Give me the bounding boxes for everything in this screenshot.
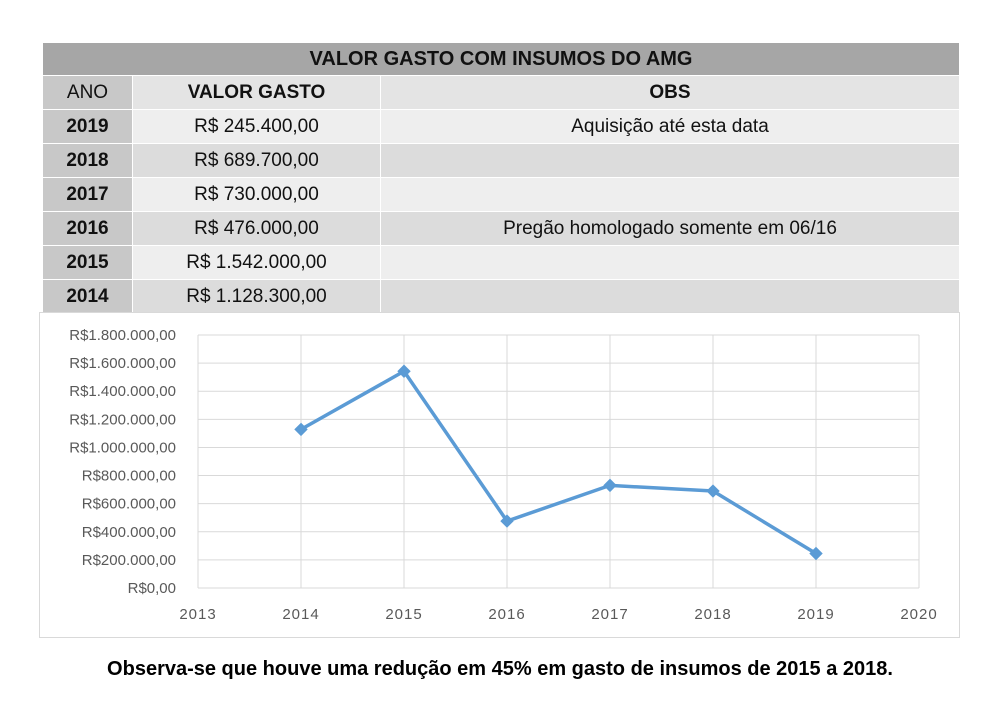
series-line bbox=[301, 371, 816, 553]
line-chart-svg bbox=[40, 313, 961, 639]
table-row bbox=[43, 178, 960, 212]
table-row bbox=[43, 110, 960, 144]
table-row bbox=[43, 246, 960, 280]
table-row bbox=[43, 212, 960, 246]
y-tick-label: R$1.600.000,00 bbox=[69, 355, 176, 373]
table-row bbox=[43, 144, 960, 178]
x-tick-label: 2020 bbox=[900, 606, 938, 623]
y-tick-label: R$800.000,00 bbox=[81, 467, 176, 485]
row-year: 2016 bbox=[43, 212, 133, 246]
x-tick-label: 2019 bbox=[797, 606, 835, 623]
y-tick-label: R$0,00 bbox=[127, 580, 176, 597]
row-year: 2018 bbox=[43, 144, 133, 178]
row-obs bbox=[381, 178, 960, 212]
chart-caption: Observa-se que houve uma redução em 45% em gasto de insumos de 2015 a 2018. bbox=[107, 658, 893, 680]
x-tick-label: 2013 bbox=[179, 606, 217, 623]
x-tick-label: 2016 bbox=[488, 606, 526, 623]
header-obs: OBS bbox=[381, 76, 960, 110]
table-row bbox=[43, 280, 960, 314]
row-value: R$ 1.542.000,00 bbox=[133, 246, 381, 280]
row-year: 2015 bbox=[43, 246, 133, 280]
header-value: VALOR GASTO bbox=[133, 76, 381, 110]
y-tick-label: R$1.800.000,00 bbox=[69, 327, 176, 344]
row-obs: Aquisição até esta data bbox=[381, 110, 960, 144]
line-chart bbox=[39, 312, 960, 638]
table-title: VALOR GASTO COM INSUMOS DO AMG bbox=[43, 43, 960, 76]
y-tick-label: R$200.000,00 bbox=[81, 551, 176, 569]
table-title-row bbox=[43, 43, 960, 76]
spending-table bbox=[42, 42, 960, 314]
header-year: ANO bbox=[43, 76, 133, 110]
y-tick-label: R$1.000.000,00 bbox=[69, 439, 176, 457]
x-tick-label: 2017 bbox=[591, 606, 629, 623]
y-tick-label: R$400.000,00 bbox=[81, 523, 176, 541]
row-obs bbox=[381, 144, 960, 178]
row-obs: Pregão homologado somente em 06/16 bbox=[381, 212, 960, 246]
y-tick-label: R$1.200.000,00 bbox=[69, 411, 176, 429]
spending-table-container bbox=[42, 42, 959, 314]
x-tick-label: 2014 bbox=[282, 606, 320, 623]
x-tick-label: 2018 bbox=[694, 606, 732, 623]
data-point-marker bbox=[604, 479, 616, 491]
row-value: R$ 245.400,00 bbox=[133, 110, 381, 144]
row-obs bbox=[381, 280, 960, 314]
row-value: R$ 1.128.300,00 bbox=[133, 280, 381, 314]
y-tick-label: R$1.400.000,00 bbox=[69, 383, 176, 401]
x-tick-label: 2015 bbox=[385, 606, 423, 623]
row-year: 2014 bbox=[43, 280, 133, 314]
row-value: R$ 730.000,00 bbox=[133, 178, 381, 212]
row-obs bbox=[381, 246, 960, 280]
row-value: R$ 689.700,00 bbox=[133, 144, 381, 178]
y-tick-label: R$600.000,00 bbox=[81, 495, 176, 513]
row-year: 2017 bbox=[43, 178, 133, 212]
row-year: 2019 bbox=[43, 110, 133, 144]
table-header-row bbox=[43, 76, 960, 110]
row-value: R$ 476.000,00 bbox=[133, 212, 381, 246]
